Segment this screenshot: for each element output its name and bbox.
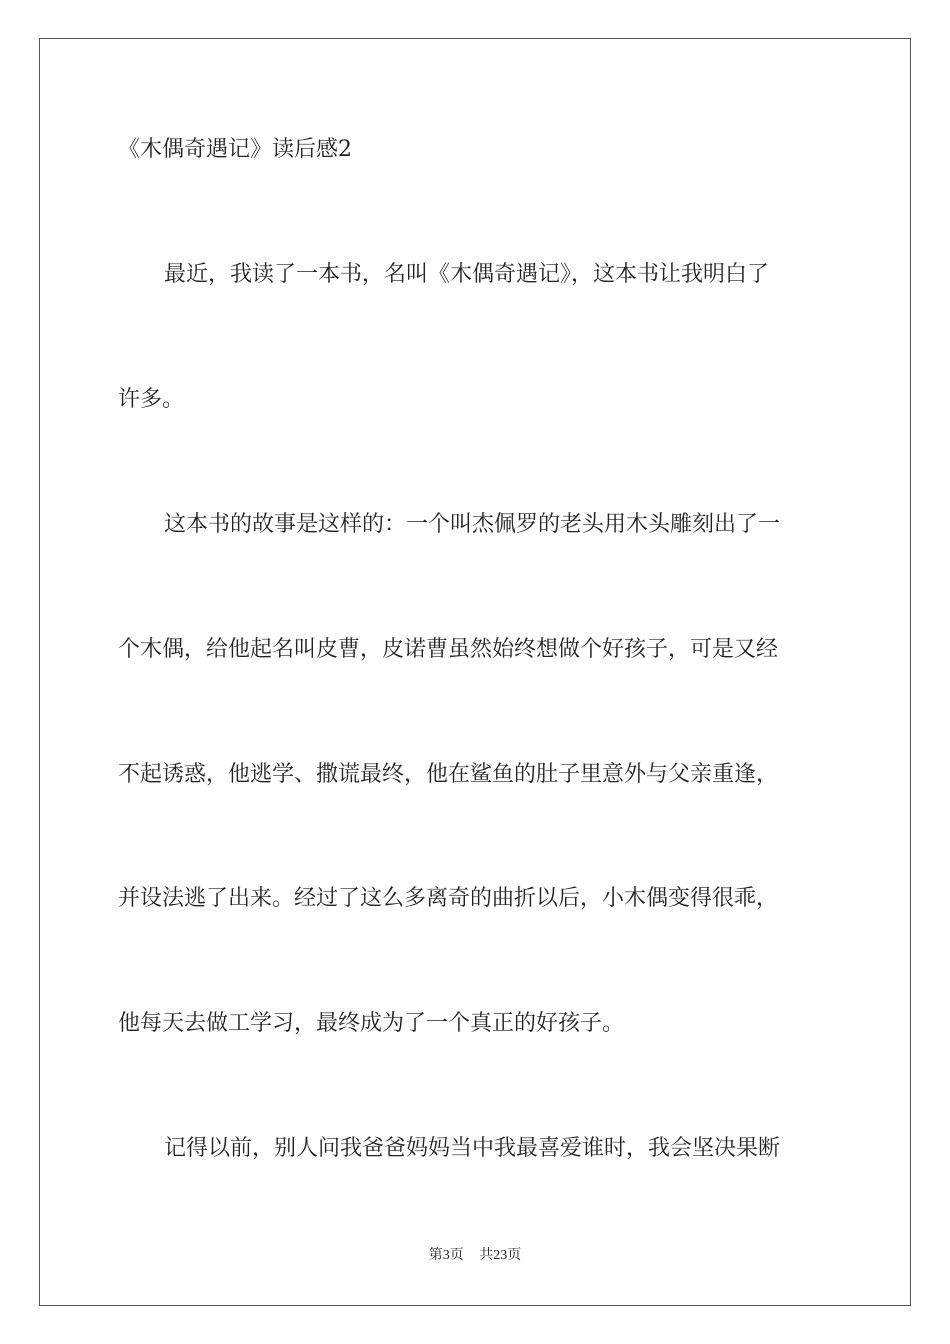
page-number: 第3页 [428, 1248, 464, 1263]
page-footer [0, 1246, 950, 1266]
paragraph-line: 这本书的故事是这样的：一个叫杰佩罗的老头用木头雕刻出了一 [164, 512, 781, 537]
document-title: 《木偶奇遇记》读后感2 [118, 137, 352, 162]
paragraph-line: 记得以前，别人问我爸爸妈妈当中我最喜爱谁时，我会坚决果断 [164, 1136, 781, 1161]
paragraph-line: 他每天去做工学习，最终成为了一个真正的好孩子。 [118, 1011, 625, 1036]
paragraph-line: 最近，我读了一本书，名叫《木偶奇遇记》，这本书让我明白了 [164, 262, 770, 287]
paragraph-line: 不起诱惑，他逃学、撒谎最终，他在鲨鱼的肚子里意外与父亲重逢， [118, 762, 779, 787]
paragraph-line: 并设法逃了出来。经过了这么多离奇的曲折以后，小木偶变得很乖， [118, 886, 779, 911]
paragraph-line: 许多。 [118, 387, 185, 412]
page-total: 共23页 [479, 1248, 522, 1263]
paragraph-line: 个木偶，给他起名叫皮曹，皮诺曹虽然始终想做个好孩子，可是又经 [118, 637, 779, 662]
page-border [39, 38, 911, 1306]
